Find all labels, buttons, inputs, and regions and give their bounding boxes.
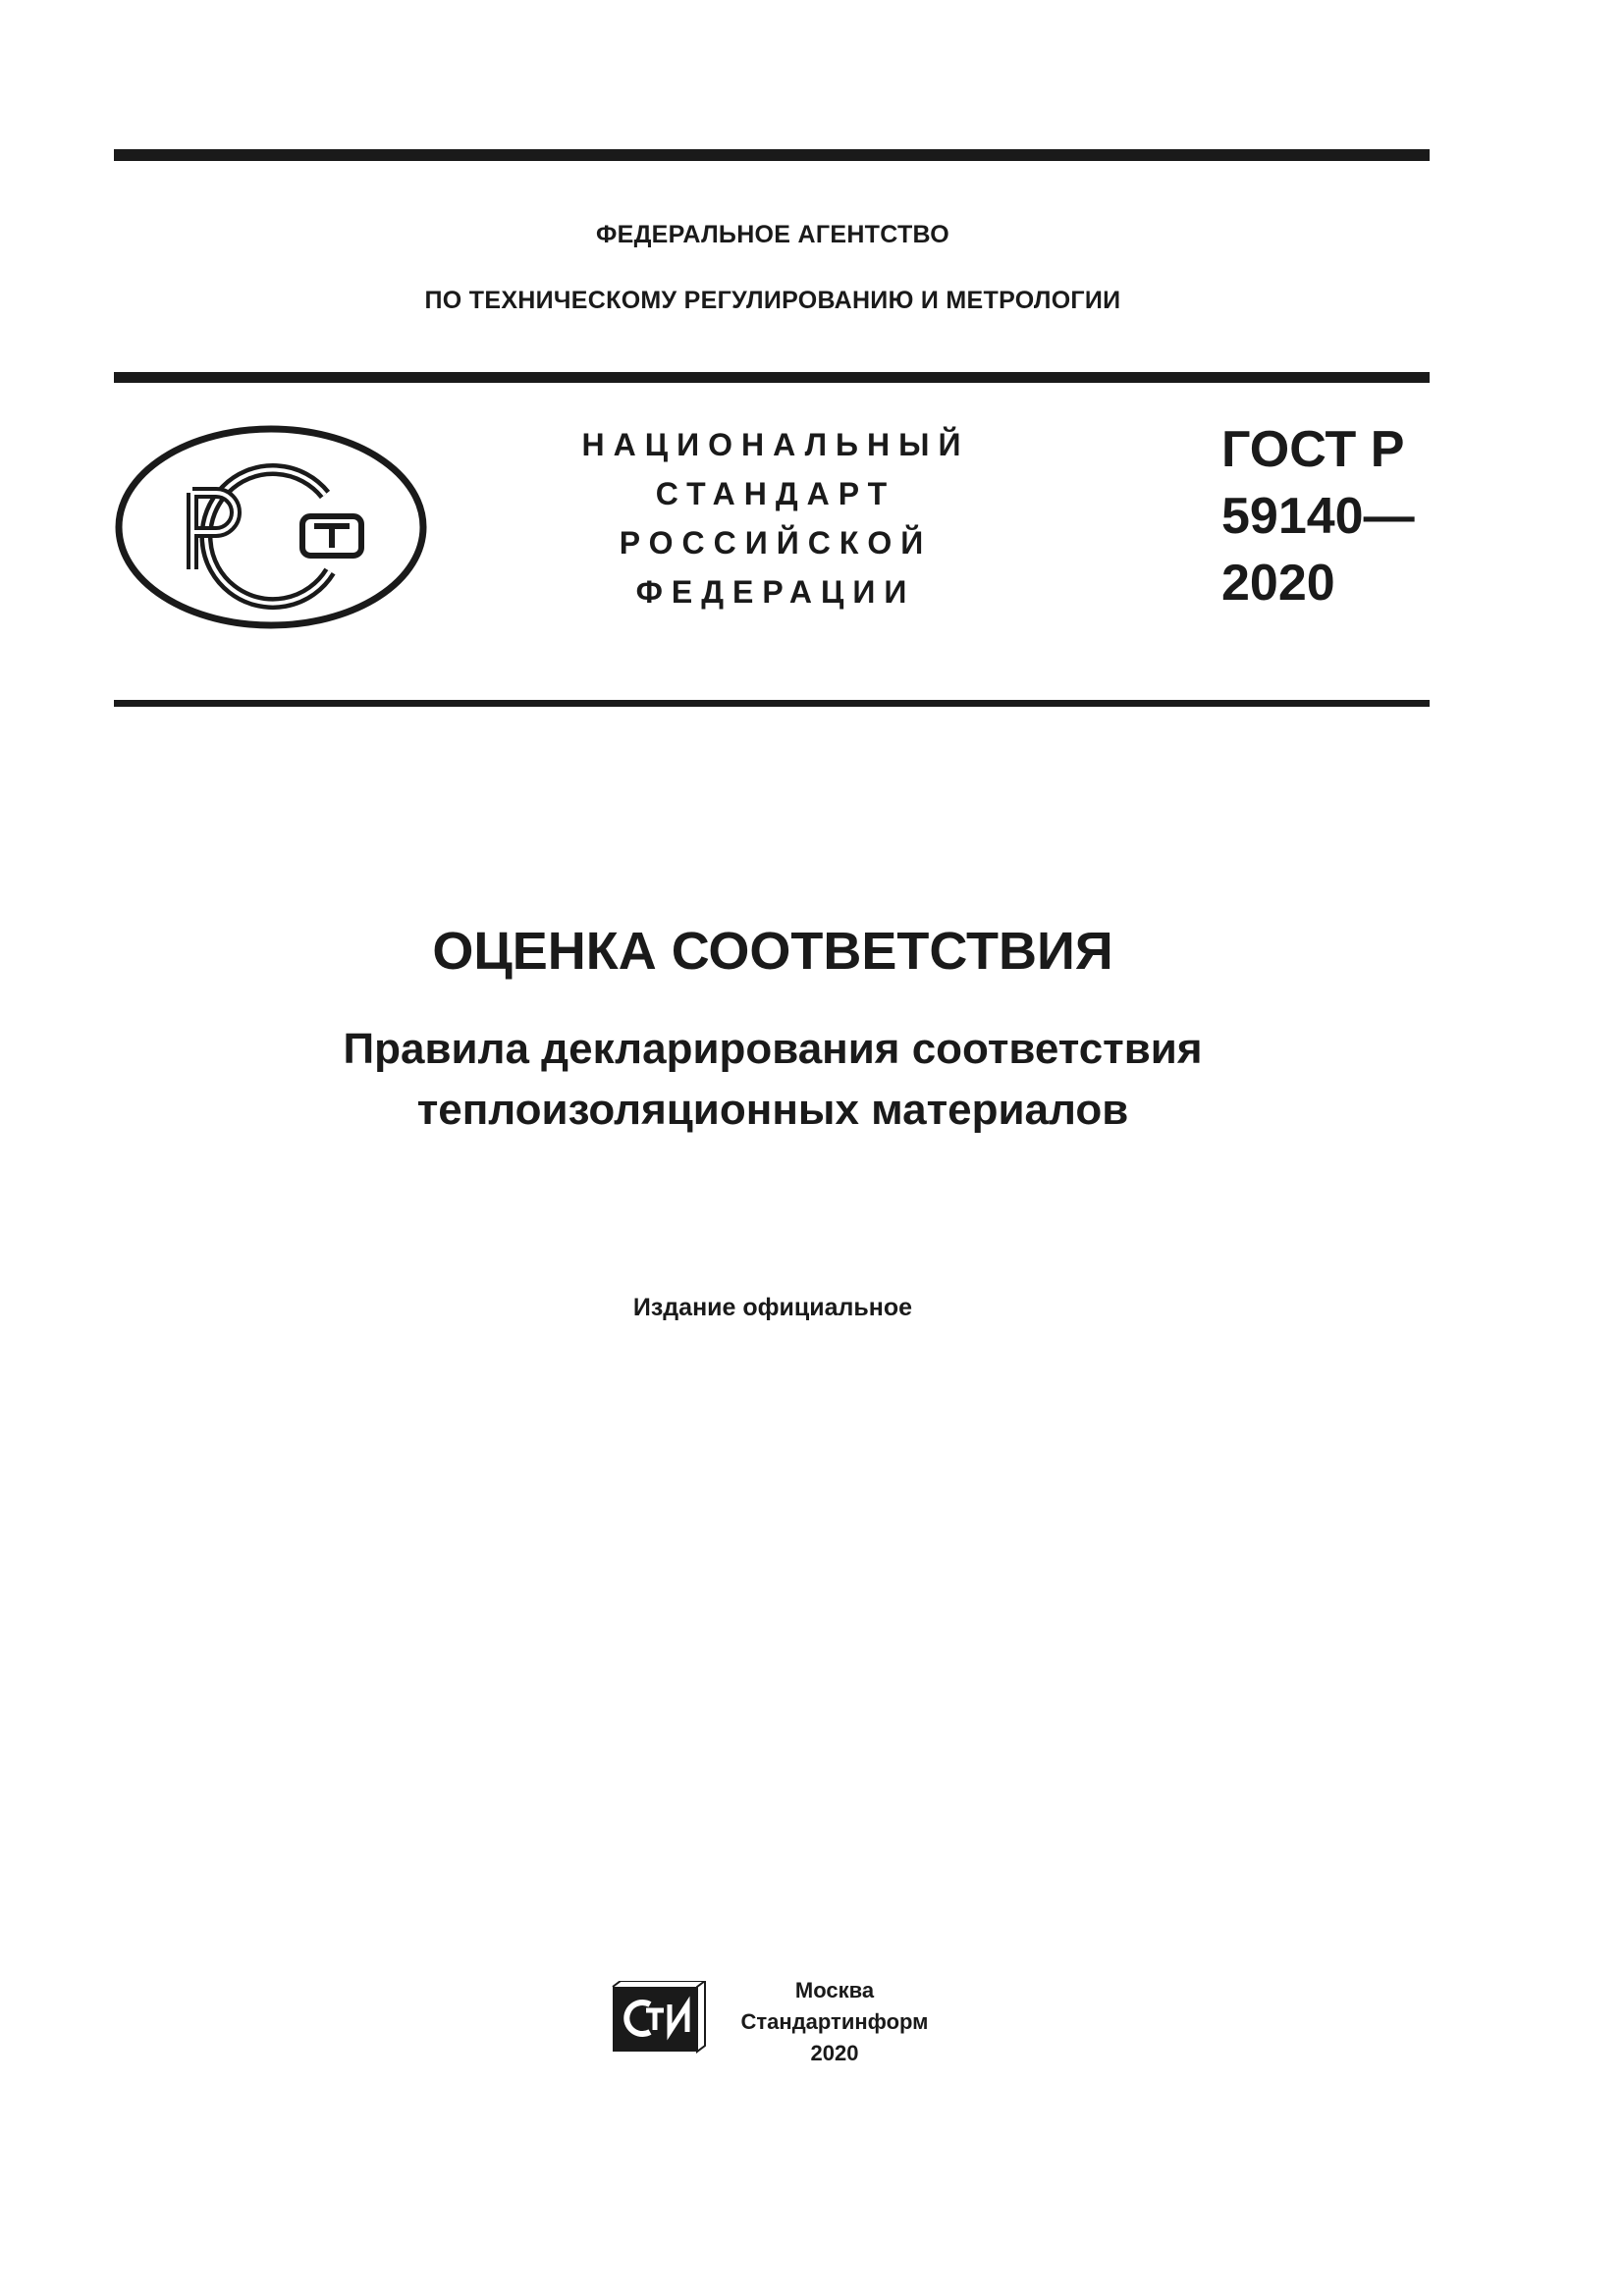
national-standard-line-4: ФЕДЕРАЦИИ — [635, 574, 916, 610]
standard-code-line-1: ГОСТ Р — [1221, 421, 1405, 478]
document-subtitle-line-1: Правила декларирования соответствия — [343, 1025, 1203, 1073]
publisher-block — [727, 1975, 943, 2069]
agency-name-line-2: ПО ТЕХНИЧЕСКОМУ РЕГУЛИРОВАНИЮ И МЕТРОЛОГИИ — [424, 287, 1121, 314]
standard-code-line-3: 2020 — [1221, 555, 1335, 612]
bottom-divider — [114, 700, 1430, 707]
national-standard-line-1: НАЦИОНАЛЬНЫЙ — [581, 427, 970, 462]
standard-code-line-2: 59140— — [1221, 488, 1415, 545]
standard-code — [1221, 416, 1415, 616]
rst-mark-logo — [114, 424, 428, 630]
document-title: ОЦЕНКА СООТВЕТСТВИЯ — [432, 922, 1113, 981]
publisher-name: Стандартинформ — [740, 2009, 929, 2034]
standartinform-logo — [611, 1981, 707, 2054]
national-standard-label — [511, 420, 1041, 616]
middle-divider — [114, 372, 1430, 383]
edition-label: Издание официальное — [632, 1294, 913, 1321]
document-subtitle — [0, 1019, 1545, 1141]
publisher-city: Москва — [794, 1978, 875, 2002]
national-standard-line-2: СТАНДАРТ — [655, 476, 896, 511]
publisher-year: 2020 — [810, 2041, 859, 2065]
document-subtitle-line-2: теплоизоляционных материалов — [416, 1086, 1129, 1134]
top-divider — [114, 149, 1430, 161]
agency-name-line-1: ФЕДЕРАЛЬНОЕ АГЕНТСТВО — [595, 221, 950, 248]
national-standard-line-3: РОССИЙСКОЙ — [619, 525, 933, 561]
